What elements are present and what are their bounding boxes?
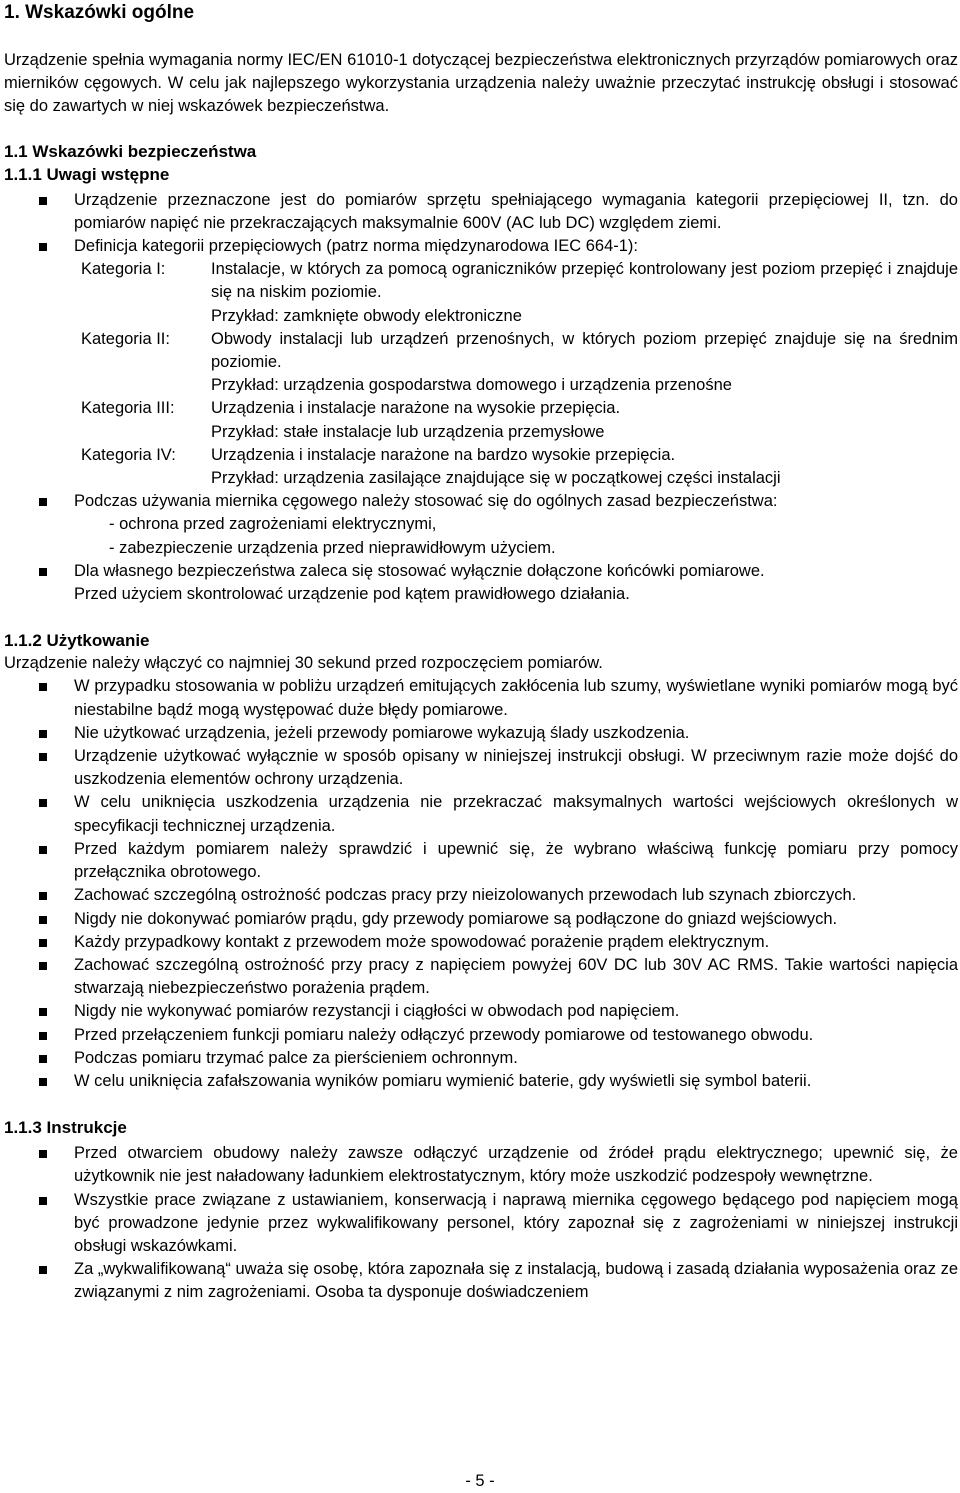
bullet-item: W przypadku stosowania w pobliżu urządzeń emitujących zakłócenia lub szumy, wyświetlane wyniki pomiarów mogą być niestabilne bądź mogą występować duże błędy pomiarowe. — [4, 675, 958, 721]
bullet-item: Zachować szczególną ostrożność przy pracy z napięciem powyżej 60V DC lub 30V AC RMS. Takie wartości napięcia stwarzają niebezpieczeństwo porażenia prądem. — [4, 954, 958, 1000]
category-description: Obwody instalacji lub urządzeń przenośnych, w których poziom przepięć znajduje się na średnim poziomie. — [211, 329, 958, 372]
section-heading-1-1: 1.1 Wskazówki bezpieczeństwa — [4, 141, 257, 161]
category-example: Przykład: urządzenia zasilające znajdujące się w początkowej części instalacji — [211, 469, 781, 488]
document-page — [4, 0, 958, 1305]
bullet-item: W celu uniknięcia uszkodzenia urządzenia nie przekraczać maksymalnych wartości wejściowych określonych w specyfikacji technicznej urządzenia. — [4, 791, 958, 837]
bullet-item: Dla własnego bezpieczeństwa zaleca się stosować wyłącznie dołączone końcówki pomiarowe. — [4, 560, 958, 583]
bullet-item: Nigdy nie dokonywać pomiarów prądu, gdy przewody pomiarowe są podłączone do gniazd wejściowych. — [4, 908, 958, 931]
instructions-list — [4, 1142, 958, 1304]
bullet-item: Przed otwarciem obudowy należy zawsze odłączyć urządzenie od źródeł prądu elektrycznego; upewnić się, że użytkownik nie jest naładowany ładunkiem elektrostatycznym, który może uszkodzić podzespoły wewnętrzne. — [4, 1142, 958, 1188]
category-label: Kategoria IV: — [81, 445, 176, 464]
category-description: Urządzenia i instalacje narażone na wysokie przepięcia. — [211, 399, 621, 418]
category-row — [81, 444, 958, 467]
section-heading-1-1-3: 1.1.3 Instrukcje — [4, 1118, 127, 1138]
category-row — [81, 328, 958, 374]
bullet-item: Przed przełączeniem funkcji pomiaru należy odłączyć przewody pomiarowe od testowanego obwodu. — [4, 1024, 958, 1047]
category-description: Urządzenia i instalacje narażone na bardzo wysokie przepięcia. — [211, 445, 676, 464]
bullet-item: Podczas używania miernika cęgowego należy stosować się do ogólnych zasad bezpieczeństwa: — [4, 490, 958, 513]
page-number: - 5 - — [465, 1472, 495, 1490]
sub-item: - ochrona przed zagrożeniami elektrycznymi, — [109, 515, 437, 534]
section-heading-1: 1. Wskazówki ogólne — [4, 2, 195, 23]
category-list — [4, 258, 958, 490]
bullet-continuation: Przed użyciem skontrolować urządzenie pod kątem prawidłowego działania. — [74, 585, 630, 604]
category-label: Kategoria III: — [81, 399, 175, 418]
intro-paragraph: Urządzenie spełnia wymagania normy IEC/EN 61010-1 dotyczącej bezpieczeństwa elektronicznych przyrządów pomiarowych oraz mierników cęgowych. W celu jak najlepszego wykorzystania urządzenia należy uważnie przeczytać instrukcję obsługi i stosować się do zawartych w niej wskazówek bezpieczeństwa. — [4, 51, 958, 116]
bullet-item: Urządzenie użytkować wyłącznie w sposób opisany w niniejszej instrukcji obsługi. W przeciwnym razie może dojść do uszkodzenia elementów ochrony urządzenia. — [4, 745, 958, 791]
section-heading-1-1-1: 1.1.1 Uwagi wstępne — [4, 164, 170, 184]
category-row — [81, 397, 958, 420]
category-example: Przykład: stałe instalacje lub urządzenia przemysłowe — [211, 422, 605, 441]
category-label: Kategoria II: — [81, 329, 170, 348]
bullet-item: Podczas pomiaru trzymać palce za pierścieniem ochronnym. — [4, 1047, 958, 1070]
bullet-item: Wszystkie prace związane z ustawianiem, konserwacją i naprawą miernika cęgowego będącego pod napięciem mogą być prowadzone jedynie przez wykwalifikowany personel, który zapoznał się z zagrożeniami w niniejszej instrukcji obsługi wskazówkami. — [4, 1189, 958, 1259]
category-example: Przykład: urządzenia gospodarstwa domowego i urządzenia przenośne — [211, 376, 732, 395]
bullet-item: Przed każdym pomiarem należy sprawdzić i upewnić się, że wybrano właściwą funkcję pomiaru przy pomocy przełącznika obrotowego. — [4, 838, 958, 884]
bullet-item: Za „wykwalifikowaną“ uważa się osobę, która zapoznała się z instalacją, budową i zasadą działania wyposażenia oraz ze związanymi z nim zagrożeniami. Osoba ta dysponuje doświadczeniem — [4, 1258, 958, 1304]
bullet-item: Nigdy nie wykonywać pomiarów rezystancji i ciągłości w obwodach pod napięciem. — [4, 1000, 958, 1023]
bullet-item: W celu uniknięcia zafałszowania wyników pomiaru wymienić baterie, gdy wyświetli się symbol baterii. — [4, 1070, 958, 1093]
usage-intro: Urządzenie należy włączyć co najmniej 30 sekund przed rozpoczęciem pomiarów. — [4, 654, 603, 673]
bullet-item: Każdy przypadkowy kontakt z przewodem może spowodować porażenie prądem elektrycznym. — [4, 931, 958, 954]
sub-item: - zabezpieczenie urządzenia przed nieprawidłowym użyciem. — [109, 538, 556, 557]
category-example: Przykład: zamknięte obwody elektroniczne — [211, 306, 522, 325]
category-description: Instalacje, w których za pomocą ograniczników przepięć kontrolowany jest poziom przepięć i znajduje się na niskim poziomie. — [211, 260, 958, 302]
bullet-item: Zachować szczególną ostrożność podczas pracy przy nieizolowanych przewodach lub szynach zbiorczych. — [4, 884, 958, 907]
bullet-item: Urządzenie przeznaczone jest do pomiarów sprzętu spełniającego wymagania kategorii przepięciowej II, tzn. do pomiarów napięć nie przekraczających maksymalnie 600V (AC lub DC) względem ziemi. — [4, 189, 958, 235]
section-heading-1-1-2: 1.1.2 Użytkowanie — [4, 631, 150, 651]
bullet-item: Nie użytkować urządzenia, jeżeli przewody pomiarowe wykazują ślady uszkodzenia. — [4, 722, 958, 745]
usage-list — [4, 675, 958, 1093]
category-row — [81, 258, 958, 304]
category-label: Kategoria I: — [81, 260, 166, 279]
bullet-item: Definicja kategorii przepięciowych (patrz norma międzynarodowa IEC 664-1): — [4, 235, 958, 258]
